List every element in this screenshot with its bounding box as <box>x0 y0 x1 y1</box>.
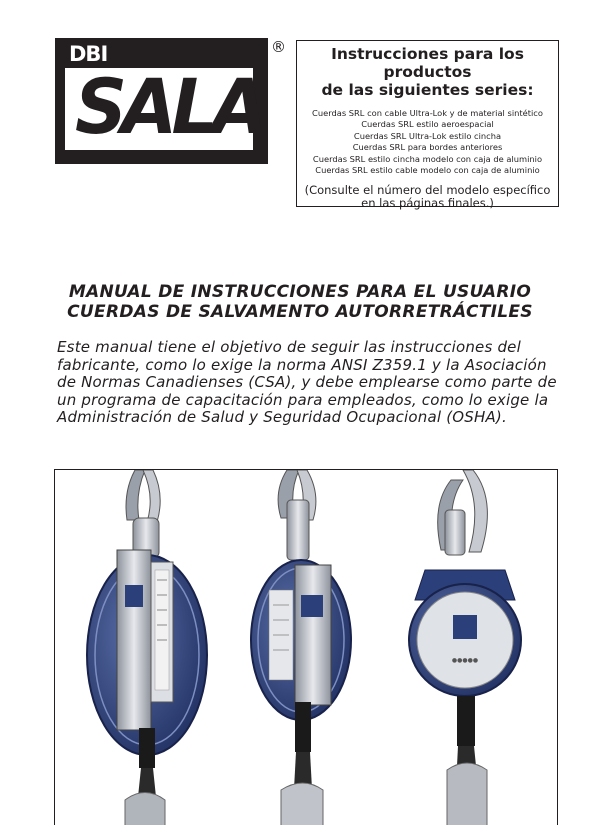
list-item: Cuerdas SRL estilo aeroespacial <box>361 119 494 130</box>
svg-text:●●●●●: ●●●●● <box>451 657 479 664</box>
srl-device-right <box>409 470 521 825</box>
registered-mark: ® <box>271 38 286 56</box>
model-number-note <box>297 184 558 210</box>
list-item: Cuerdas SRL para bordes anteriores <box>352 142 503 153</box>
manual-title <box>0 282 600 322</box>
srl-illustration <box>55 470 557 825</box>
product-series-box <box>296 40 559 211</box>
list-item: Cuerdas SRL estilo cincha modelo con caja de aluminio <box>312 153 543 164</box>
intro-line: fabricante, como lo exige la norma ANSI Z359.1 y la Asociación <box>57 355 547 374</box>
list-item: Cuerdas SRL estilo cable modelo con caja de aluminio <box>315 165 540 176</box>
note-line-2: en las páginas finales.) <box>361 196 494 211</box>
info-title-line-1: Instrucciones para los productos <box>331 45 524 81</box>
info-title-line-2: de las siguientes series: <box>321 81 534 99</box>
intro-paragraph <box>57 339 557 427</box>
intro-line: Este manual tiene el objetivo de seguir las instrucciones del <box>57 338 521 356</box>
product-photo <box>54 469 558 825</box>
info-box-title <box>297 45 558 99</box>
dbi-sala-logo <box>55 38 268 164</box>
product-series-list <box>297 108 558 176</box>
note-line-1: (Consulte el número del modelo específico <box>304 183 551 198</box>
srl-device-left <box>87 470 207 825</box>
intro-line: de Normas Canadienses (CSA), y debe emplearse como parte de <box>57 373 557 392</box>
logo-sala-box <box>65 62 262 151</box>
manual-title-line-2: CUERDAS DE SALVAMENTO AUTORRETRÁCTILES <box>67 302 533 322</box>
list-item: Cuerdas SRL Ultra-Lok estilo cincha <box>353 130 502 141</box>
logo-sala-text: SALA <box>75 62 262 151</box>
intro-line: un programa de capacitación para empleados, como lo exige la <box>57 390 549 409</box>
list-item: Cuerdas SRL con cable Ultra-Lok y de material sintético <box>312 108 543 118</box>
srl-device-middle <box>251 470 351 825</box>
logo-dbi-text: DBI <box>69 42 108 66</box>
manual-title-line-1: MANUAL DE INSTRUCCIONES PARA EL USUARIO <box>68 282 532 302</box>
intro-line: Administración de Salud y Seguridad Ocupacional (OSHA). <box>57 408 507 427</box>
